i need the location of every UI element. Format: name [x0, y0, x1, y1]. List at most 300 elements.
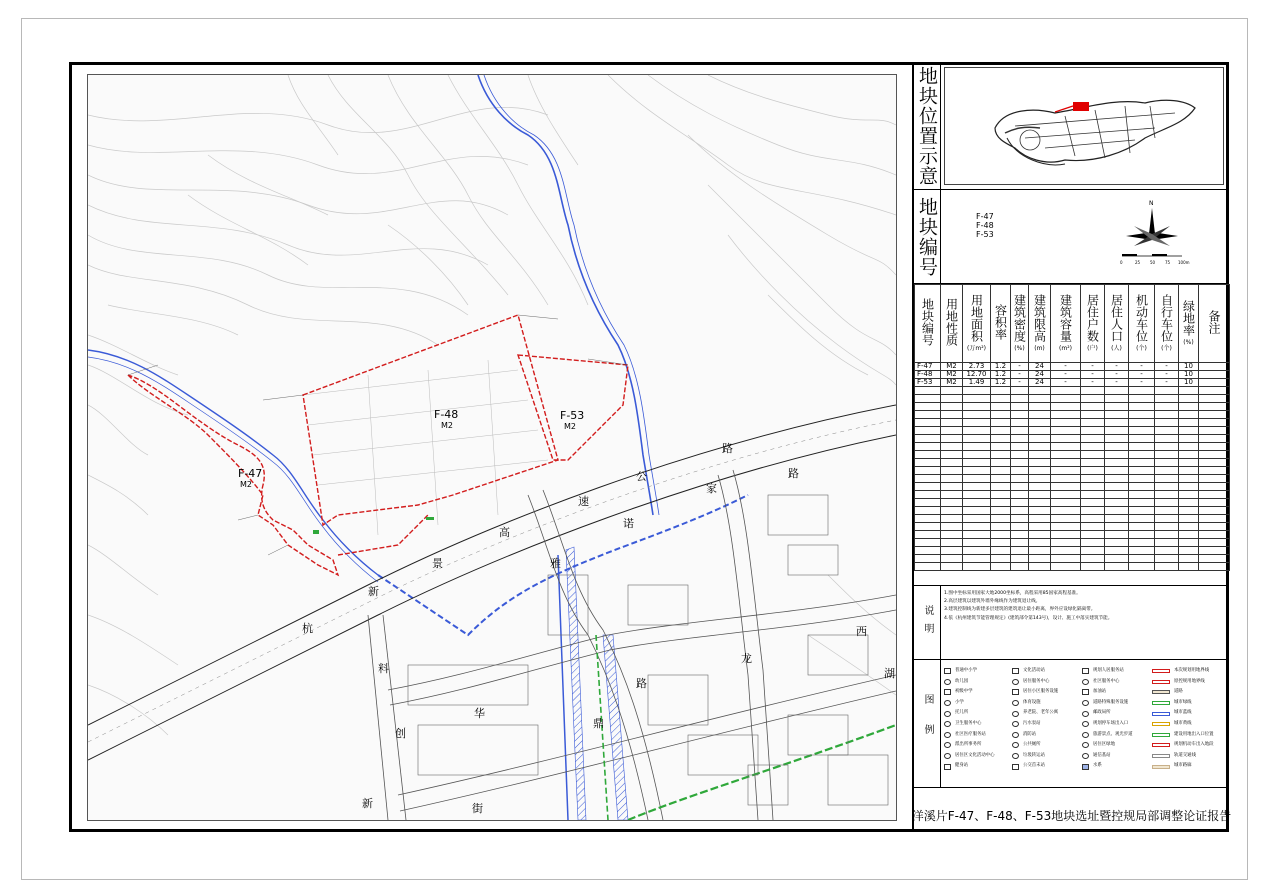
table-cell	[1081, 403, 1105, 411]
plot-f48-code: F-48	[434, 408, 459, 421]
location-label	[914, 62, 941, 189]
table-cell	[1155, 515, 1179, 523]
table-cell	[963, 507, 991, 515]
table-cell	[1011, 507, 1029, 515]
plot-code-list	[976, 212, 994, 239]
table-cell: -	[1105, 363, 1129, 371]
legend-column	[1082, 666, 1133, 772]
table-cell	[1179, 547, 1199, 555]
road-label-char: 料	[378, 662, 389, 675]
table-cell	[1155, 419, 1179, 427]
table-cell	[1129, 419, 1155, 427]
table-cell	[1129, 443, 1155, 451]
table-cell	[963, 427, 991, 435]
legend-label-text: 养老院、老年公寓	[1023, 710, 1059, 716]
table-cell	[1029, 475, 1051, 483]
table-cell	[1051, 523, 1081, 531]
table-cell	[1179, 435, 1199, 443]
location-key-drawing	[945, 68, 1223, 184]
road-label-char: 高	[499, 526, 510, 539]
table-cell	[1051, 555, 1081, 563]
legend-item	[944, 761, 995, 772]
table-cell	[1199, 507, 1230, 515]
table-cell	[1199, 371, 1230, 379]
table-cell	[1155, 395, 1179, 403]
info-panel	[911, 62, 1232, 832]
table-cell	[1051, 467, 1081, 475]
legend-item	[1152, 677, 1214, 688]
legend-item	[1082, 708, 1133, 719]
code-label	[914, 190, 941, 283]
table-cell	[1051, 387, 1081, 395]
table-cell	[1029, 499, 1051, 507]
legend-swatch-icon	[1012, 764, 1019, 770]
table-row	[915, 451, 1230, 459]
plot-f53-boundary	[518, 355, 628, 460]
col-header	[1051, 285, 1081, 363]
table-cell	[915, 451, 941, 459]
plot-code: F-47	[976, 212, 994, 221]
table-cell: F-53	[915, 379, 941, 387]
location-key-map[interactable]	[944, 67, 1224, 185]
table-cell	[1199, 419, 1230, 427]
col-header	[941, 285, 963, 363]
table-cell	[991, 411, 1011, 419]
legend-item	[944, 666, 995, 677]
table-cell	[963, 419, 991, 427]
table-cell	[915, 459, 941, 467]
col-header	[1129, 285, 1155, 363]
plot-code-section	[914, 190, 1229, 284]
road-label-char: 路	[636, 677, 647, 690]
table-cell	[1155, 403, 1179, 411]
table-cell: 24	[1029, 363, 1051, 371]
table-cell	[1081, 547, 1105, 555]
table-cell	[1199, 555, 1230, 563]
legend-label-text: 原控规用地界线	[1174, 678, 1205, 684]
legend-item	[1082, 698, 1133, 709]
building-blocks	[408, 495, 888, 805]
table-row	[915, 419, 1230, 427]
legend-label-text: 建设用地出入口位置	[1174, 731, 1214, 737]
table-cell: -	[1105, 379, 1129, 387]
table-cell	[941, 395, 963, 403]
road-label-char: 华	[474, 707, 485, 720]
table-cell	[1029, 555, 1051, 563]
table-cell	[1081, 443, 1105, 451]
table-cell	[1029, 443, 1051, 451]
table-cell	[991, 443, 1011, 451]
table-cell	[1179, 555, 1199, 563]
legend-label-text: 健身站	[955, 763, 969, 769]
table-cell	[1179, 475, 1199, 483]
road-label-char: 新	[362, 797, 373, 810]
table-cell	[1199, 363, 1230, 371]
table-row	[915, 515, 1230, 523]
road-label-char: 街	[472, 802, 483, 815]
table-cell	[991, 539, 1011, 547]
table-cell	[963, 467, 991, 475]
table-cell	[941, 419, 963, 427]
code-label-text: 地块编号	[916, 196, 938, 277]
notes-label	[914, 586, 941, 659]
table-cell	[1051, 475, 1081, 483]
legend-item	[1082, 677, 1133, 688]
legend-swatch-icon	[944, 721, 951, 727]
table-cell	[991, 515, 1011, 523]
table-cell	[1105, 531, 1129, 539]
table-cell	[1155, 499, 1179, 507]
table-cell	[941, 411, 963, 419]
table-cell	[941, 499, 963, 507]
legend-item	[1012, 687, 1058, 698]
plot-f48-grid	[303, 360, 548, 535]
location-label-text: 地块位置示意	[916, 65, 938, 186]
table-cell	[1199, 403, 1230, 411]
plot-f53-use: M2	[564, 422, 576, 431]
table-cell: 10	[1179, 379, 1199, 387]
table-cell	[1011, 555, 1029, 563]
table-cell	[1011, 539, 1029, 547]
legend-label-text: 托儿所	[955, 710, 969, 716]
table-cell	[963, 531, 991, 539]
table-cell	[915, 539, 941, 547]
table-cell: 12.70	[963, 371, 991, 379]
col-header	[1081, 285, 1105, 363]
table-cell	[1081, 491, 1105, 499]
table-cell	[1179, 459, 1199, 467]
legend-swatch-icon	[1082, 679, 1089, 685]
legend-swatch-icon	[1082, 689, 1089, 695]
table-cell	[1011, 419, 1029, 427]
legend-section	[914, 660, 1229, 788]
table-cell	[991, 531, 1011, 539]
table-cell	[1179, 411, 1199, 419]
table-cell: -	[1129, 371, 1155, 379]
table-cell	[1029, 387, 1051, 395]
table-cell: -	[1011, 379, 1029, 387]
table-cell: M2	[941, 363, 963, 371]
legend-item	[1152, 740, 1214, 751]
table-cell	[1029, 515, 1051, 523]
table-cell	[1179, 403, 1199, 411]
legend-label-text: 公交首末站	[1023, 763, 1045, 769]
legend-item	[944, 730, 995, 741]
table-cell: -	[1051, 363, 1081, 371]
table-cell	[1155, 459, 1179, 467]
legend-swatch-icon	[1082, 721, 1089, 727]
table-cell	[915, 491, 941, 499]
table-cell: -	[1011, 363, 1029, 371]
table-cell	[1011, 403, 1029, 411]
table-cell	[1129, 467, 1155, 475]
table-cell	[1129, 555, 1155, 563]
legend-label-text: 污水泵站	[1023, 720, 1041, 726]
legend-swatch-icon	[1082, 700, 1089, 706]
table-cell	[1105, 435, 1129, 443]
table-cell	[1199, 387, 1230, 395]
table-cell	[1179, 483, 1199, 491]
road-label-char: 西	[856, 625, 867, 638]
legend-label-text: 规划停车场出入口	[1093, 720, 1129, 726]
table-row	[915, 547, 1230, 555]
legend-item	[1012, 708, 1058, 719]
table-cell	[1081, 499, 1105, 507]
table-cell	[1199, 467, 1230, 475]
legend-swatch-icon	[944, 742, 951, 748]
legend-swatch-icon	[1012, 679, 1019, 685]
table-cell	[1179, 427, 1199, 435]
col-header	[1155, 285, 1179, 363]
table-cell	[1155, 435, 1179, 443]
table-cell	[1051, 515, 1081, 523]
site-plan-map[interactable]	[87, 74, 897, 821]
table-cell	[915, 523, 941, 531]
legend-swatch-icon	[1152, 690, 1170, 694]
road-label-char: 新	[368, 585, 379, 598]
table-cell	[915, 427, 941, 435]
table-cell	[1081, 483, 1105, 491]
legend-swatch-icon	[1082, 753, 1089, 759]
legend-label-text: 旅游景点、观光步道	[1093, 731, 1133, 737]
table-cell: 24	[1029, 379, 1051, 387]
table-cell	[941, 427, 963, 435]
legend-swatch-icon	[1082, 732, 1089, 738]
table-cell	[963, 523, 991, 531]
road-label-char: 龙	[741, 652, 752, 665]
table-cell	[1105, 547, 1129, 555]
col-header-text: 居住户数	[1085, 294, 1100, 342]
table-cell	[1011, 427, 1029, 435]
table-cell: 2.73	[963, 363, 991, 371]
col-header-text: 用地面积	[969, 294, 984, 342]
table-cell	[915, 555, 941, 563]
table-cell	[963, 499, 991, 507]
table-row	[915, 443, 1230, 451]
table-cell	[1029, 395, 1051, 403]
table-cell: -	[1011, 371, 1029, 379]
table-cell	[1179, 443, 1199, 451]
legend-swatch-icon	[944, 711, 951, 717]
table-cell	[1199, 563, 1230, 571]
table-cell	[941, 507, 963, 515]
legend-item	[1152, 698, 1214, 709]
table-cell	[1051, 547, 1081, 555]
legend-item	[1012, 751, 1058, 762]
col-header	[1029, 285, 1051, 363]
table-cell	[1199, 379, 1230, 387]
table-cell	[1155, 411, 1179, 419]
legend-label-text: 城市路廊	[1174, 763, 1192, 769]
legend-column	[1012, 666, 1058, 772]
road-label-char: 雅	[550, 557, 561, 570]
legend-label-text: 居住区文化活动中心	[955, 752, 995, 758]
plot-f48-use: M2	[441, 421, 453, 430]
table-cell	[1179, 539, 1199, 547]
table-cell	[915, 443, 941, 451]
legend-item	[944, 698, 995, 709]
legend-swatch-icon	[1152, 669, 1170, 673]
table-cell	[1129, 395, 1155, 403]
table-cell	[1051, 563, 1081, 571]
table-row	[915, 435, 1230, 443]
legend-swatch-icon	[1152, 701, 1170, 705]
table-row	[915, 563, 1230, 571]
table-cell	[1081, 411, 1105, 419]
table-cell	[1051, 395, 1081, 403]
road-label-char: 鼎	[593, 717, 604, 730]
site-highlight	[1073, 102, 1089, 111]
green-line	[628, 725, 896, 820]
table-cell	[1029, 459, 1051, 467]
table-cell	[1155, 531, 1179, 539]
col-header	[991, 285, 1011, 363]
table-cell	[1081, 523, 1105, 531]
table-cell	[941, 563, 963, 571]
table-cell	[991, 499, 1011, 507]
table-cell	[1081, 451, 1105, 459]
table-cell	[1155, 475, 1179, 483]
legend-label-text: 居住小区服务设施	[1023, 689, 1059, 695]
table-cell	[915, 547, 941, 555]
legend-swatch-icon	[944, 732, 951, 738]
legend-item	[1152, 719, 1214, 730]
table-cell	[991, 387, 1011, 395]
table-cell	[991, 459, 1011, 467]
table-cell	[1105, 427, 1129, 435]
legend-swatch-icon	[1012, 668, 1019, 674]
table-cell	[1199, 427, 1230, 435]
note-item: 4.依《杭州建筑节能管理规定》(建筑部令第143号)，设计、施工中落实建筑节能。	[944, 615, 1113, 621]
table-cell	[941, 547, 963, 555]
legend-item	[1152, 708, 1214, 719]
legend-item	[1012, 677, 1058, 688]
table-cell: -	[1155, 379, 1179, 387]
table-cell	[1105, 483, 1129, 491]
table-cell	[1105, 499, 1129, 507]
legend-item	[1082, 730, 1133, 741]
legend-swatch-icon	[1082, 742, 1089, 748]
table-cell	[1199, 491, 1230, 499]
table-cell	[1129, 539, 1155, 547]
col-header	[1199, 285, 1230, 363]
north-letter: N	[1149, 200, 1154, 207]
table-cell	[963, 403, 991, 411]
table-cell	[915, 499, 941, 507]
highway	[88, 405, 896, 760]
legend-label-text: 加油站	[1093, 689, 1107, 695]
table-cell	[1179, 451, 1199, 459]
legend-swatch-icon	[944, 764, 951, 770]
table-cell	[1129, 507, 1155, 515]
legend-label-text: 居住区绿地	[1093, 742, 1115, 748]
col-header-unit: (m²)	[1059, 345, 1072, 352]
legend-label-text: 普通中小学	[955, 668, 977, 673]
legend-label-text: 社区医疗服务站	[955, 731, 986, 737]
legend-item	[944, 751, 995, 762]
legend-label-text: 居住服务中心	[1023, 678, 1050, 684]
table-cell	[1155, 523, 1179, 531]
table-cell	[963, 515, 991, 523]
table-cell	[1051, 419, 1081, 427]
scale-tick: 75	[1165, 260, 1171, 265]
legend-swatch-icon	[944, 689, 951, 695]
table-cell	[1051, 507, 1081, 515]
table-cell	[941, 443, 963, 451]
table-cell: 1.49	[963, 379, 991, 387]
table-cell	[963, 451, 991, 459]
table-cell	[963, 475, 991, 483]
table-cell: -	[1129, 379, 1155, 387]
table-cell	[1011, 531, 1029, 539]
table-cell	[1051, 411, 1081, 419]
plot-code: F-48	[976, 221, 994, 230]
table-cell	[1199, 395, 1230, 403]
table-cell	[915, 387, 941, 395]
legend-label-text: 规划人居服务站	[1093, 668, 1124, 673]
col-header-text: 用地性质	[944, 298, 959, 346]
col-header	[963, 285, 991, 363]
table-cell: 1.2	[991, 371, 1011, 379]
legend-swatch-icon	[1012, 732, 1019, 738]
table-cell	[1081, 427, 1105, 435]
table-cell	[1011, 563, 1029, 571]
table-cell	[1105, 403, 1129, 411]
legend-label-text: 通信基站	[1093, 752, 1111, 758]
table-cell	[1011, 443, 1029, 451]
table-cell	[1199, 475, 1230, 483]
table-cell	[1199, 451, 1230, 459]
table-cell	[1051, 491, 1081, 499]
legend-swatch-icon	[1012, 711, 1019, 717]
table-cell	[1105, 451, 1129, 459]
table-cell	[1029, 523, 1051, 531]
table-cell	[1155, 555, 1179, 563]
table-cell	[1051, 435, 1081, 443]
table-cell: 1.2	[991, 379, 1011, 387]
table-cell: -	[1081, 379, 1105, 387]
table-cell	[941, 539, 963, 547]
legend-label-text: 小学	[955, 699, 964, 705]
legend-swatch-icon	[1012, 742, 1019, 748]
table-cell	[1129, 427, 1155, 435]
table-cell	[1199, 483, 1230, 491]
table-cell	[1029, 563, 1051, 571]
table-cell	[1011, 387, 1029, 395]
legend-label-text: 幼儿园	[955, 678, 969, 684]
table-cell	[1129, 515, 1155, 523]
table-cell	[1129, 531, 1155, 539]
legend-item	[1012, 730, 1058, 741]
table-cell	[963, 387, 991, 395]
table-cell	[1199, 539, 1230, 547]
table-cell	[1051, 483, 1081, 491]
legend-label-text: 垃圾转运站	[1023, 752, 1045, 758]
col-header-unit: (户)	[1087, 345, 1098, 352]
table-cell	[1011, 491, 1029, 499]
plot-f53-code: F-53	[560, 409, 585, 422]
table-cell	[1081, 539, 1105, 547]
col-header	[1011, 285, 1029, 363]
table-cell	[1179, 467, 1199, 475]
table-cell	[1105, 443, 1129, 451]
table-cell	[915, 475, 941, 483]
legend-label-text: 道路特殊服务设施	[1093, 699, 1129, 705]
table-cell	[1029, 467, 1051, 475]
legend-swatch-icon	[1152, 722, 1170, 726]
plot-f47-boundary	[128, 375, 338, 575]
table-cell	[1029, 411, 1051, 419]
